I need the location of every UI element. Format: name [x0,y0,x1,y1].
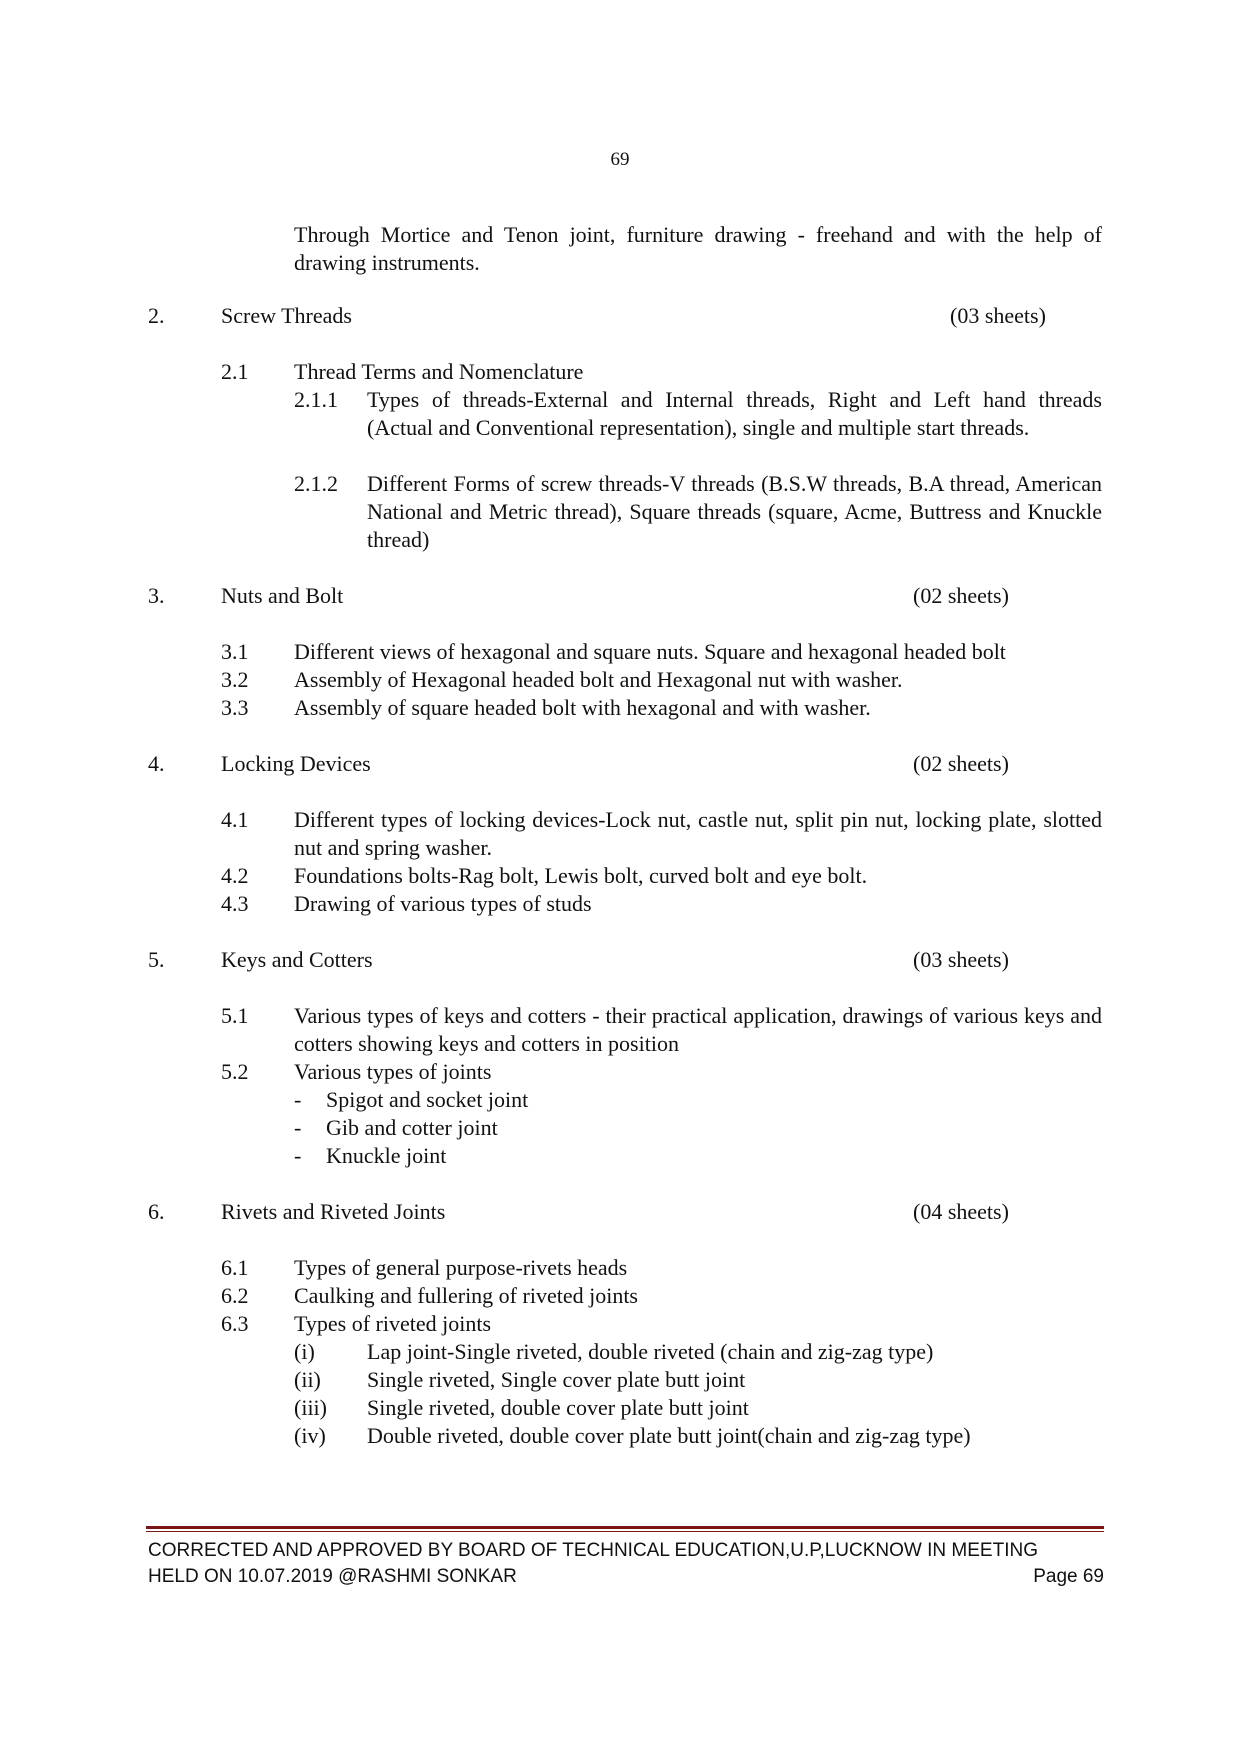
section-title: Rivets and Riveted Joints [221,1199,446,1224]
subsection-number: 4.2 [221,863,249,888]
section-title: Locking Devices [221,751,371,776]
subsection-number: 3.1 [221,639,249,664]
subsection-text: Various types of keys and cotters - their practical application, drawings of various keys and cotters showing keys and cotters in position [294,1003,1102,1056]
footer-page-label: Page 69 [1033,1566,1104,1587]
list-item: Knuckle joint [326,1143,447,1168]
subsection-text: Drawing of various types of studs [294,891,592,916]
item-number: (iii) [294,1395,327,1420]
section-title: Screw Threads [221,303,352,328]
subsection-text: Various types of joints [294,1059,492,1084]
item-text: Different Forms of screw threads-V threads (B.S.W threads, B.A thread, American National and Metric thread), Square threads (square, Acme, Buttress and Knuckle thread) [367,471,1102,552]
item-number: 2.1.1 [294,387,338,412]
section-number: 3. [148,583,165,608]
subsection-text: Assembly of square headed bolt with hexagonal and with washer. [294,695,871,720]
subsection-number: 4.3 [221,891,249,916]
subsection-text: Types of general purpose-rivets heads [294,1255,628,1280]
subsection-text: Assembly of Hexagonal headed bolt and Hexagonal nut with washer. [294,667,903,692]
section-number: 5. [148,947,165,972]
section-number: 6. [148,1199,165,1224]
footer-rule-thick [146,1526,1104,1529]
item-text: Types of threads-External and Internal threads, Right and Left hand threads (Actual and Conventional representation), single and multiple start threads. [367,387,1102,440]
section-title: Keys and Cotters [221,947,373,972]
item-text: Single riveted, Single cover plate butt joint [367,1367,746,1392]
item-number: (i) [294,1339,315,1364]
list-dash: - [294,1115,302,1140]
section-number: 2. [148,303,165,328]
subsection-text: Different views of hexagonal and square nuts. Square and hexagonal headed bolt [294,639,1006,664]
intro-paragraph: Through Mortice and Tenon joint, furniture drawing - freehand and with the help of drawing instruments. [294,222,1102,275]
page-number: 69 [610,149,630,170]
subsection-text: Foundations bolts-Rag bolt, Lewis bolt, curved bolt and eye bolt. [294,863,868,888]
subsection-number: 2.1 [221,359,249,384]
subsection-number: 5.2 [221,1059,249,1084]
subsection-number: 6.2 [221,1283,249,1308]
section-number: 4. [148,751,165,776]
section-sheets: (03 sheets) [950,303,1046,328]
footer-date-author: HELD ON 10.07.2019 @RASHMI SONKAR [148,1566,517,1587]
subsection-number: 5.1 [221,1003,249,1028]
list-dash: - [294,1087,302,1112]
subsection-text: Thread Terms and Nomenclature [294,359,584,384]
item-text: Double riveted, double cover plate butt joint(chain and zig-zag type) [367,1423,971,1448]
list-item: Gib and cotter joint [326,1115,498,1140]
section-sheets: (02 sheets) [913,751,1009,776]
section-title: Nuts and Bolt [221,583,344,608]
subsection-number: 4.1 [221,807,249,832]
subsection-text: Caulking and fullering of riveted joints [294,1283,638,1308]
item-number: (ii) [294,1367,321,1392]
section-sheets: (04 sheets) [913,1199,1009,1224]
footer-approval-line: CORRECTED AND APPROVED BY BOARD OF TECHNICAL EDUCATION,U.P,LUCKNOW IN MEETING [148,1540,1038,1561]
item-text: Single riveted, double cover plate butt joint [367,1395,749,1420]
subsection-number: 6.3 [221,1311,249,1336]
subsection-number: 3.2 [221,667,249,692]
subsection-number: 3.3 [221,695,249,720]
item-number: (iv) [294,1423,326,1448]
subsection-text: Types of riveted joints [294,1311,492,1336]
section-sheets: (02 sheets) [913,583,1009,608]
item-number: 2.1.2 [294,471,338,496]
item-text: Lap joint-Single riveted, double riveted (chain and zig-zag type) [367,1339,934,1364]
footer-rule-thin [146,1531,1104,1532]
subsection-number: 6.1 [221,1255,249,1280]
list-item: Spigot and socket joint [326,1087,529,1112]
section-sheets: (03 sheets) [913,947,1009,972]
list-dash: - [294,1143,302,1168]
subsection-text: Different types of locking devices-Lock nut, castle nut, split pin nut, locking plate, slotted nut and spring washer. [294,807,1102,860]
